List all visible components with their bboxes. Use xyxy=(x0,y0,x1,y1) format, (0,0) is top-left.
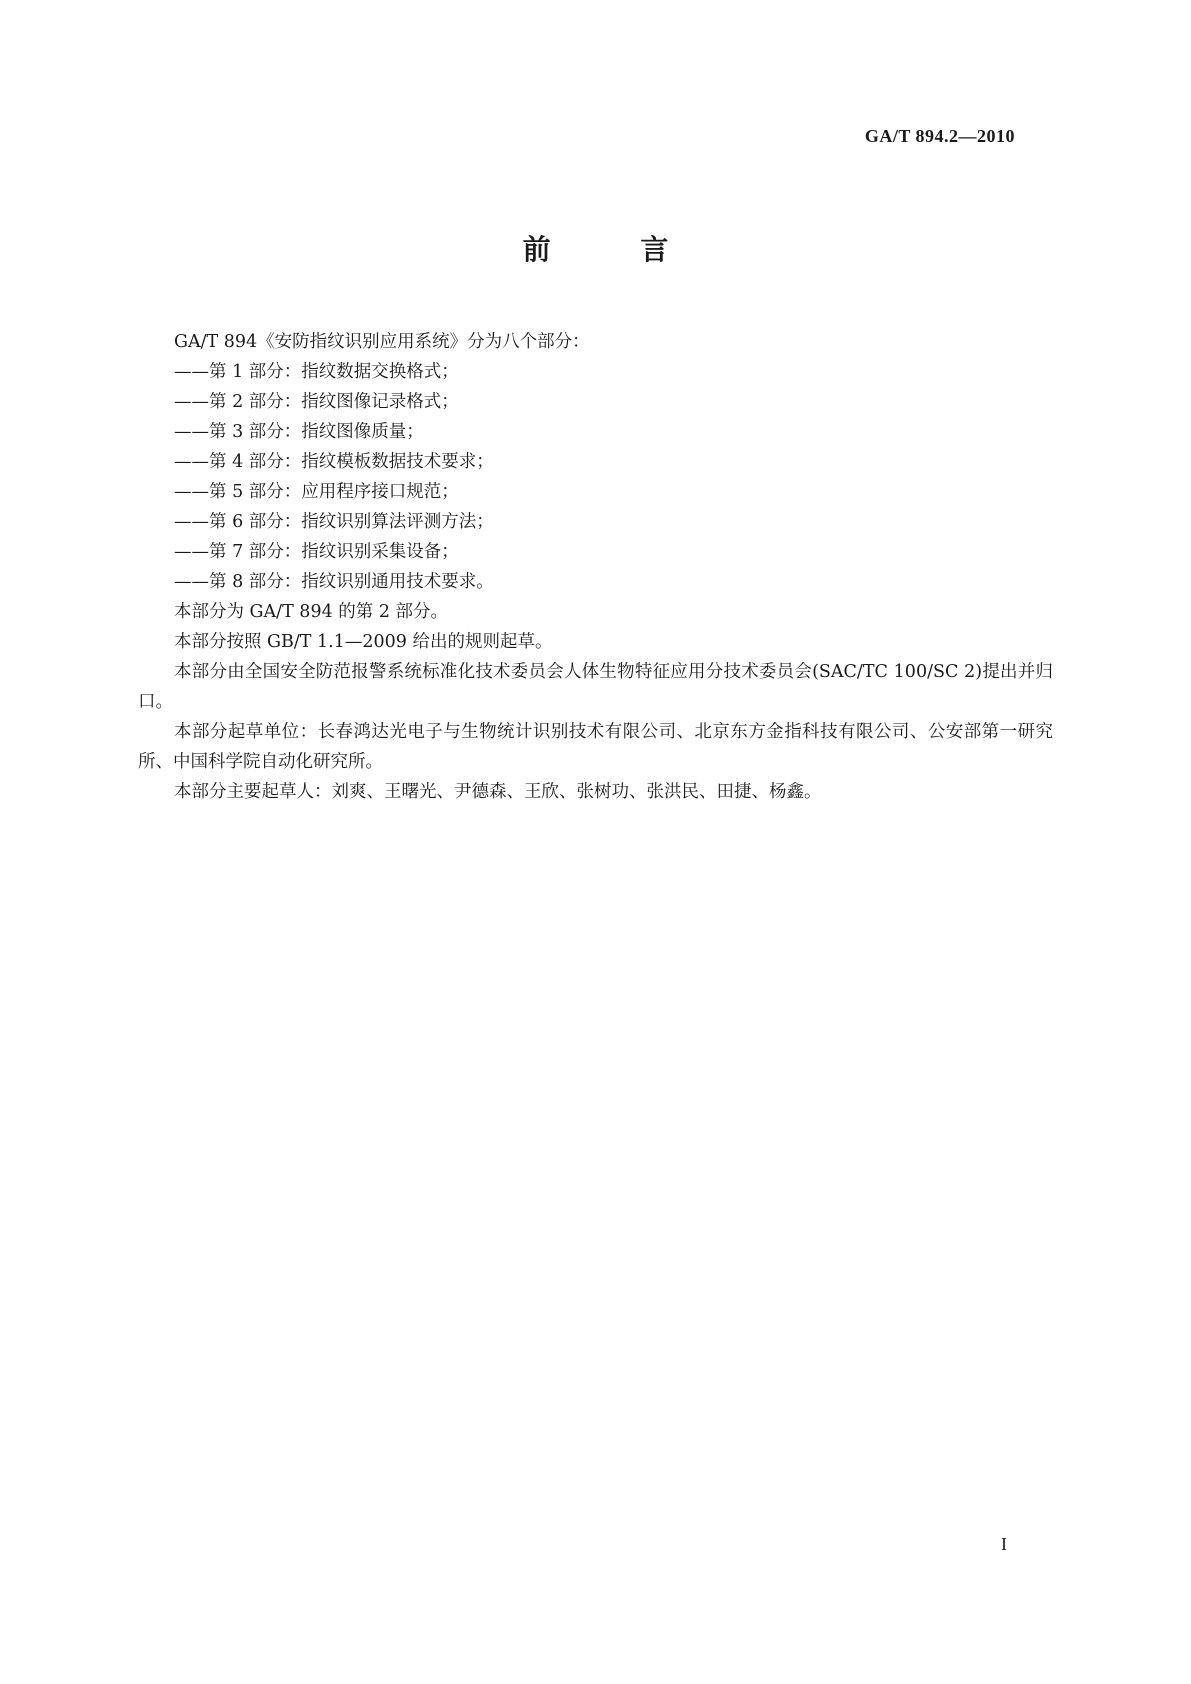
list-item: ——第 4 部分：指纹模板数据技术要求； xyxy=(174,452,494,472)
list-item: ——第 2 部分：指纹图像记录格式； xyxy=(174,392,459,412)
list-item: ——第 1 部分：指纹数据交换格式； xyxy=(174,362,459,382)
list-item: ——第 5 部分：应用程序接口规范； xyxy=(174,482,459,502)
paragraph: 本部分由全国安全防范报警系统标准化技术委员会人体生物特征应用分技术委员会(SAC/TC 100/SC 2)提出并归口。 xyxy=(138,662,1053,712)
page-number: I xyxy=(1001,1534,1007,1554)
paragraph: 本部分主要起草人：刘爽、王曙光、尹德森、王欣、张树功、张洪民、田捷、杨鑫。 xyxy=(174,782,822,802)
paragraph: 本部分为 GA/T 894 的第 2 部分。 xyxy=(174,602,449,622)
paragraph: 本部分起草单位：长春鸿达光电子与生物统计识别技术有限公司、北京东方金指科技有限公司、公安部第一研究所、中国科学院自动化研究所。 xyxy=(138,722,1053,772)
foreword-body xyxy=(138,327,1053,807)
list-item: ——第 3 部分：指纹图像质量； xyxy=(174,422,424,442)
page-title: 前 言 xyxy=(522,233,709,266)
standard-code: GA/T 894.2—2010 xyxy=(864,126,1015,146)
list-item: ——第 7 部分：指纹识别采集设备； xyxy=(174,542,459,562)
list-item: ——第 6 部分：指纹识别算法评测方法； xyxy=(174,512,494,532)
list-item: ——第 8 部分：指纹识别通用技术要求。 xyxy=(174,572,494,592)
paragraph: GA/T 894《安防指纹识别应用系统》分为八个部分： xyxy=(174,332,590,352)
paragraph: 本部分按照 GB/T 1.1—2009 给出的规则起草。 xyxy=(174,632,553,652)
